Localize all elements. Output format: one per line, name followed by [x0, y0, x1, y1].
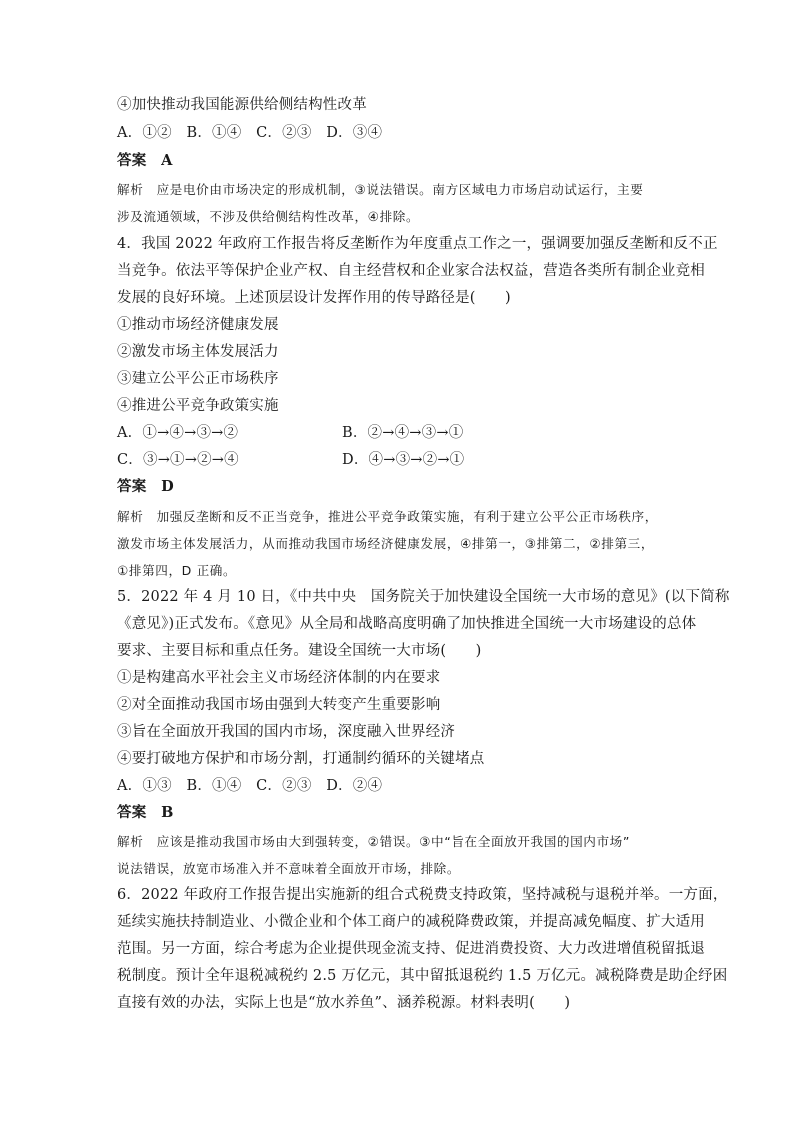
choice-a: A．①→④→③→② [117, 425, 239, 441]
explanation-line: 解析 应是电价由市场决定的形成机制，③说法错误。南方区域电力市场启动试运行，主要 [117, 182, 644, 197]
answer-line: 答案 B [117, 804, 174, 821]
explanation-line: 说法错误，放宽市场准入并不意味着全面放开市场，排除。 [117, 861, 461, 876]
choice-d: D．④→③→②→① [342, 452, 465, 468]
choices-line: A．①③ B．①④ C．②③ D．②④ [117, 778, 383, 794]
option-line: ③建立公平公正市场秩序 [117, 371, 279, 387]
question-6-line: 范围。另一方面，综合考虑为企业提供现金流支持、促进消费投资、大力改进增值税留抵退 [117, 941, 705, 957]
question-6-line: 直接有效的办法，实际上也是“放水养鱼”、涵养税源。材料表明( ) [117, 995, 571, 1011]
explanation-line: 激发市场主体发展活力，从而推动我国市场经济健康发展，④排第一，③排第二，②排第三， [117, 536, 655, 551]
option-line: ①是构建高水平社会主义市场经济体制的内在要求 [117, 670, 441, 686]
option-line: ④加快推动我国能源供给侧结构性改革 [117, 97, 367, 113]
question-4-line: 发展的良好环境。上述顶层设计发挥作用的传导路径是( ) [117, 290, 511, 306]
option-line: ③旨在全面放开我国的国内市场，深度融入世界经济 [117, 724, 456, 740]
option-line: ①推动市场经济健康发展 [117, 317, 279, 333]
option-line: ④要打破地方保护和市场分割，打通制约循环的关键堵点 [117, 751, 485, 767]
question-4-line: 当竞争。依法平等保护企业产权、自主经营权和企业家合法权益，营造各类所有制企业竞相 [117, 263, 705, 279]
answer-line: 答案 A [117, 152, 173, 169]
choices-line: A．①② B．①④ C．②③ D．③④ [117, 125, 383, 141]
explanation-line: ①排第四，D 正确。 [117, 563, 237, 578]
explanation-line: 解析 加强反垄断和反不正当竞争，推进公平竞争政策实施，有利于建立公平公正市场秩序， [117, 509, 658, 524]
option-line: ④推进公平竞争政策实施 [117, 398, 279, 414]
explanation-line: 解析 应该是推动我国市场由大到强转变，②错误。③中“旨在全面放开我国的国内市场” [117, 834, 631, 849]
choice-b: B．②→④→③→① [342, 425, 464, 441]
option-line: ②对全面推动我国市场由强到大转变产生重要影响 [117, 697, 441, 713]
question-6-line: 6．2022 年政府工作报告提出实施新的组合式税费支持政策，坚持减税与退税并举。一方面， [117, 887, 728, 903]
question-5-line: 5．2022 年 4 月 10 日，《中共中央 国务院关于加快建设全国统一大市场的意见》(以下简称 [117, 589, 730, 605]
question-4-line: 4．我国 2022 年政府工作报告将反垄断作为年度重点工作之一，强调要加强反垄断和反不正 [117, 236, 718, 252]
question-5-line: 《意见》)正式发布。《意见》从全局和战略高度明确了加快推进全国统一大市场建设的总体 [117, 616, 697, 632]
option-line: ②激发市场主体发展活力 [117, 344, 279, 360]
choice-c: C．③→①→②→④ [117, 452, 239, 468]
question-5-line: 要求、主要目标和重点任务。建设全国统一大市场( ) [117, 643, 482, 659]
explanation-line: 涉及流通领域，不涉及供给侧结构性改革，④排除。 [117, 209, 420, 224]
question-6-line: 税制度。预计全年退税减税约 2.5 万亿元，其中留抵退税约 1.5 万亿元。减税降费是助企纾困 [117, 968, 728, 984]
question-6-line: 延续实施扶持制造业、小微企业和个体工商户的减税降费政策，并提高减免幅度、扩大适用 [117, 914, 705, 930]
answer-line: 答案 D [117, 478, 174, 495]
